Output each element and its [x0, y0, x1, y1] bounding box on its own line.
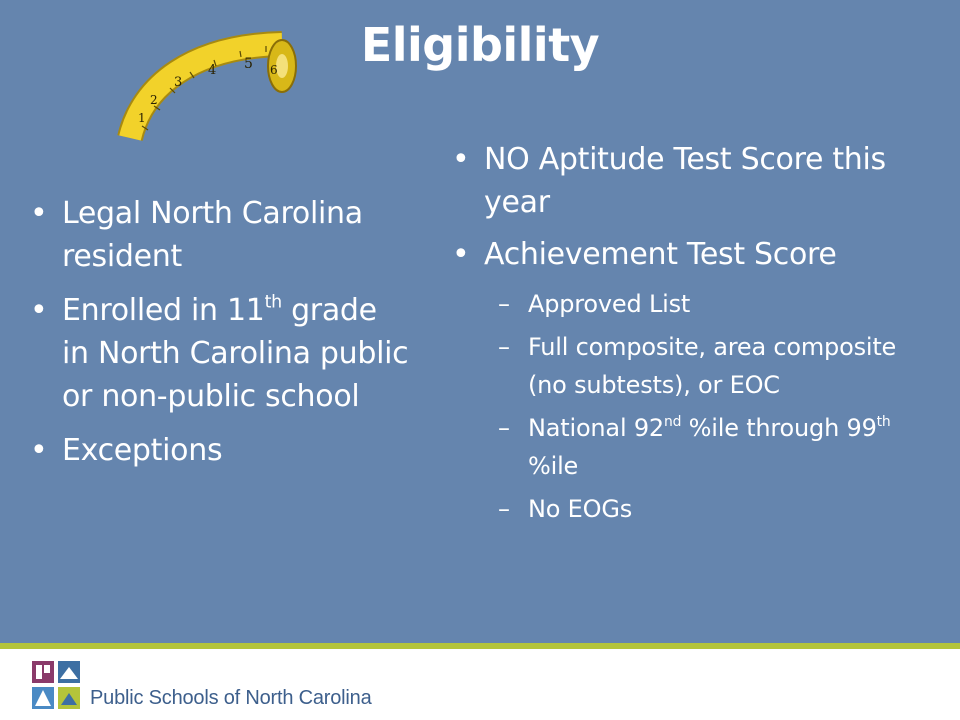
- footer: [0, 649, 960, 720]
- sub-item: [452, 490, 922, 528]
- tape-number: 4: [208, 63, 217, 78]
- bullet-text: Exceptions: [62, 433, 223, 468]
- bullet-icon: •: [30, 293, 48, 328]
- left-column: [30, 192, 410, 483]
- bullet-item: [452, 233, 922, 276]
- tape-number: 3: [174, 75, 183, 90]
- superscript: th: [264, 292, 282, 313]
- tape-number: 6: [270, 63, 278, 77]
- bullet-item: [452, 138, 922, 224]
- sub-item: [452, 409, 922, 485]
- sub-item-text: Full composite, area composite (no subtests), or EOC: [528, 333, 897, 399]
- bullet-icon: •: [452, 237, 470, 272]
- tape-number: 5: [244, 56, 253, 72]
- bullet-text-continued: grade in North Carolina public or non-public school: [62, 293, 409, 414]
- bullet-text: Achievement Test Score: [484, 237, 837, 272]
- right-column: [452, 138, 922, 533]
- bullet-icon: •: [30, 196, 48, 231]
- sub-item-text: National 92: [528, 414, 664, 442]
- dash-icon: –: [498, 290, 510, 318]
- bullet-item: [30, 289, 410, 418]
- dash-icon: –: [498, 414, 510, 442]
- tape-number: 2: [150, 93, 158, 107]
- sub-item-text: No EOGs: [528, 495, 633, 523]
- nc-schools-logo-icon: [30, 659, 84, 713]
- bullet-icon: •: [30, 433, 48, 468]
- bullet-item: [30, 429, 410, 472]
- bullet-text: Legal North Carolina resident: [62, 196, 363, 274]
- bullet-text: NO Aptitude Test Score this year: [484, 142, 886, 220]
- sub-item-text-end: %ile: [528, 452, 579, 480]
- dash-icon: –: [498, 495, 510, 523]
- bullet-icon: •: [452, 142, 470, 177]
- footer-org-name: Public Schools of North Carolina: [90, 687, 372, 709]
- slide-title: Eligibility: [360, 18, 600, 72]
- sub-item-text-continued: %ile through 99: [681, 414, 877, 442]
- bullet-text: Enrolled in 11: [62, 293, 265, 328]
- dash-icon: –: [498, 333, 510, 361]
- bullet-item: [30, 192, 410, 278]
- sub-item: [452, 285, 922, 323]
- tape-number: 1: [138, 111, 146, 125]
- sub-item-text: Approved List: [528, 290, 691, 318]
- sub-item: [452, 328, 922, 404]
- superscript: nd: [663, 413, 682, 430]
- superscript: th: [876, 413, 891, 430]
